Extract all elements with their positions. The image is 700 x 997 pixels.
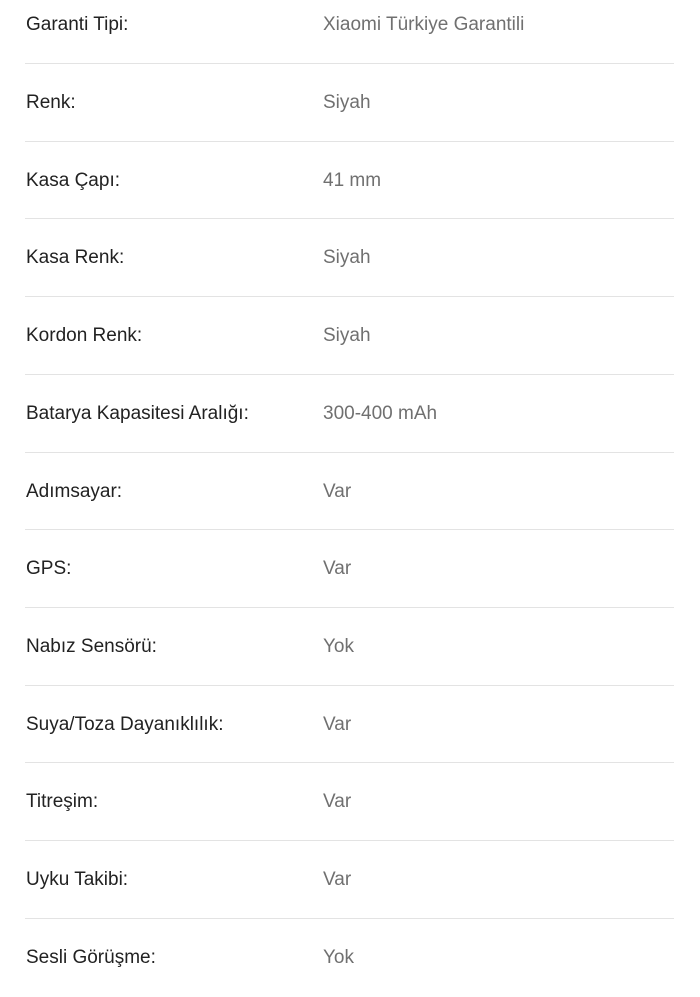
spec-row-color (0, 64, 700, 142)
spec-label: Sesli Görüşme: (26, 947, 156, 968)
spec-row-case-color (0, 219, 700, 297)
spec-label: Uyku Takibi: (26, 869, 129, 890)
spec-row-heart-rate-sensor (0, 608, 700, 686)
spec-label: Renk: (26, 92, 76, 113)
spec-row-vibration (0, 763, 700, 841)
spec-label: Kasa Renk: (26, 247, 125, 268)
spec-row-voice-call (0, 919, 700, 997)
spec-label: Suya/Toza Dayanıklılık: (26, 714, 224, 735)
spec-row-water-dust-resistance (0, 686, 700, 764)
spec-label: Kordon Renk: (26, 325, 143, 346)
spec-row-gps (0, 530, 700, 608)
spec-value: Xiaomi Türkiye Garantili (323, 14, 525, 35)
spec-label: Titreşim: (26, 791, 99, 812)
spec-value: Yok (323, 947, 354, 968)
spec-value: Var (323, 791, 352, 812)
spec-row-case-diameter (0, 142, 700, 220)
spec-label: Kasa Çapı: (26, 170, 120, 191)
spec-value: 41 mm (323, 170, 382, 191)
spec-value: 300-400 mAh (323, 403, 438, 424)
spec-value: Var (323, 869, 352, 890)
spec-value: Siyah (323, 92, 371, 113)
spec-row-pedometer (0, 453, 700, 531)
spec-row-warranty-type (0, 0, 700, 64)
spec-value: Siyah (323, 325, 371, 346)
spec-value: Siyah (323, 247, 371, 268)
spec-value: Yok (323, 636, 354, 657)
spec-label: GPS: (26, 558, 72, 579)
spec-row-battery-capacity (0, 375, 700, 453)
spec-value: Var (323, 714, 352, 735)
spec-label: Batarya Kapasitesi Aralığı: (26, 403, 249, 424)
spec-value: Var (323, 481, 352, 502)
spec-row-strap-color (0, 297, 700, 375)
spec-label: Adımsayar: (26, 481, 123, 502)
spec-value: Var (323, 558, 352, 579)
spec-label: Nabız Sensörü: (26, 636, 157, 657)
spec-row-sleep-tracking (0, 841, 700, 919)
spec-label: Garanti Tipi: (26, 14, 129, 35)
